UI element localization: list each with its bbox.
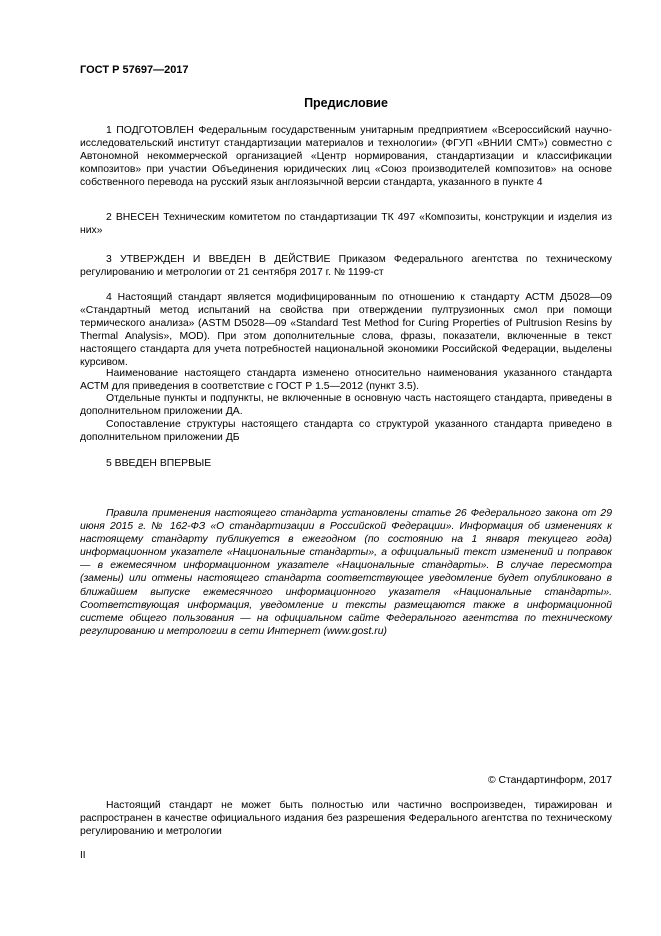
paragraph-5-first-introduced: 5 ВВЕДЕН ВПЕРВЫЕ [106,458,212,469]
paragraph-4-annex-db: Сопоставление структуры настоящего стандарта со структурой указанного стандарта приведено в дополнительном приложении ДБ [80,419,612,444]
page-title: Предисловие [304,96,388,110]
rules-of-application-note: Правила применения настоящего стандарта установлены статье 26 Федерального закона от 29 июня 2015 г. № 162-ФЗ «О стандартизации в Российской Федерации». Информация об изменениях к настоящему стандарту публикуется в ежегодном (по состоянию на 1 января текущего года) информационном указателе «Национальные стандарты», а официальный текст изменений и поправок — в ежемесячном информационном указателе «Национальные стандарты». В случае пересмотра (замены) или отмены настоящего стандарта соответствующее уведомление будет опубликовано в ближайшем выпуске ежемесячного информационного указателя «Национальные стандарты». Соответствующая информация, уведомление и тексты размещаются также в информационной системе общего пользования — на официальном сайте Федерального агентства по техническому регулированию и метрологии в сети Интернет (www.gost.ru) [80,508,612,637]
document-code: ГОСТ Р 57697—2017 [80,64,189,76]
paragraph-4-annex-da: Отдельные пункты и подпункты, не включенные в основную часть настоящего стандарта, приведены в дополнительном приложении ДА. [80,393,612,418]
page-number: II [80,850,86,861]
paragraph-3-approved: 3 УТВЕРЖДЕН И ВВЕДЕН В ДЕЙСТВИЕ Приказом Федерального агентства по техническому регулированию и метрологии от 21 сентября 2017 г. № 1199-ст [80,254,612,279]
paragraph-2-submitted-by: 2 ВНЕСЕН Техническим комитетом по стандартизации ТК 497 «Композиты, конструкции и изделия из них» [80,212,612,237]
reproduction-note: Настоящий стандарт не может быть полностью или частично воспроизведен, тиражирован и распространен в качестве официального издания без разрешения Федерального агентства по техническому регулированию и метрологии [80,800,612,838]
paragraph-4-name-changed: Наименование настоящего стандарта изменено относительно наименования указанного стандарта АСТМ для приведения в соответствие с ГОСТ Р 1.5—2012 (пункт 3.5). [80,368,612,393]
paragraph-1-prepared-by: 1 ПОДГОТОВЛЕН Федеральным государственным унитарным предприятием «Всероссийский научно-исследовательский институт стандартизации материалов и технологии» (ФГУП «ВНИИ СМТ») совместно с Автономной некоммерческой организацией «Центр нормирования, стандартизации и классификации композитов» при участии Объединения юридических лиц «Союз производителей композитов» на основе собственного перевода на русский язык англоязычной версии стандарта, указанного в пункте 4 [80,125,612,189]
paragraph-4-modified-standard: 4 Настоящий стандарт является модифицированным по отношению к стандарту АСТМ Д5028—09 «Стандартный метод испытаний на свойства при отверждении пултрузионных смол при помощи термического анализа» (ASTM D5028—09 «Standard Test Method for Curing Properties of Pultrusion Resins by Thermal Analysis», MOD). При этом дополнительные слова, фразы, показатели, включенные в текст настоящего стандарта для учета потребностей национальной экономики Российской Федерации, выделены курсивом. [80,292,612,369]
copyright: © Стандартинформ, 2017 [487,775,612,786]
